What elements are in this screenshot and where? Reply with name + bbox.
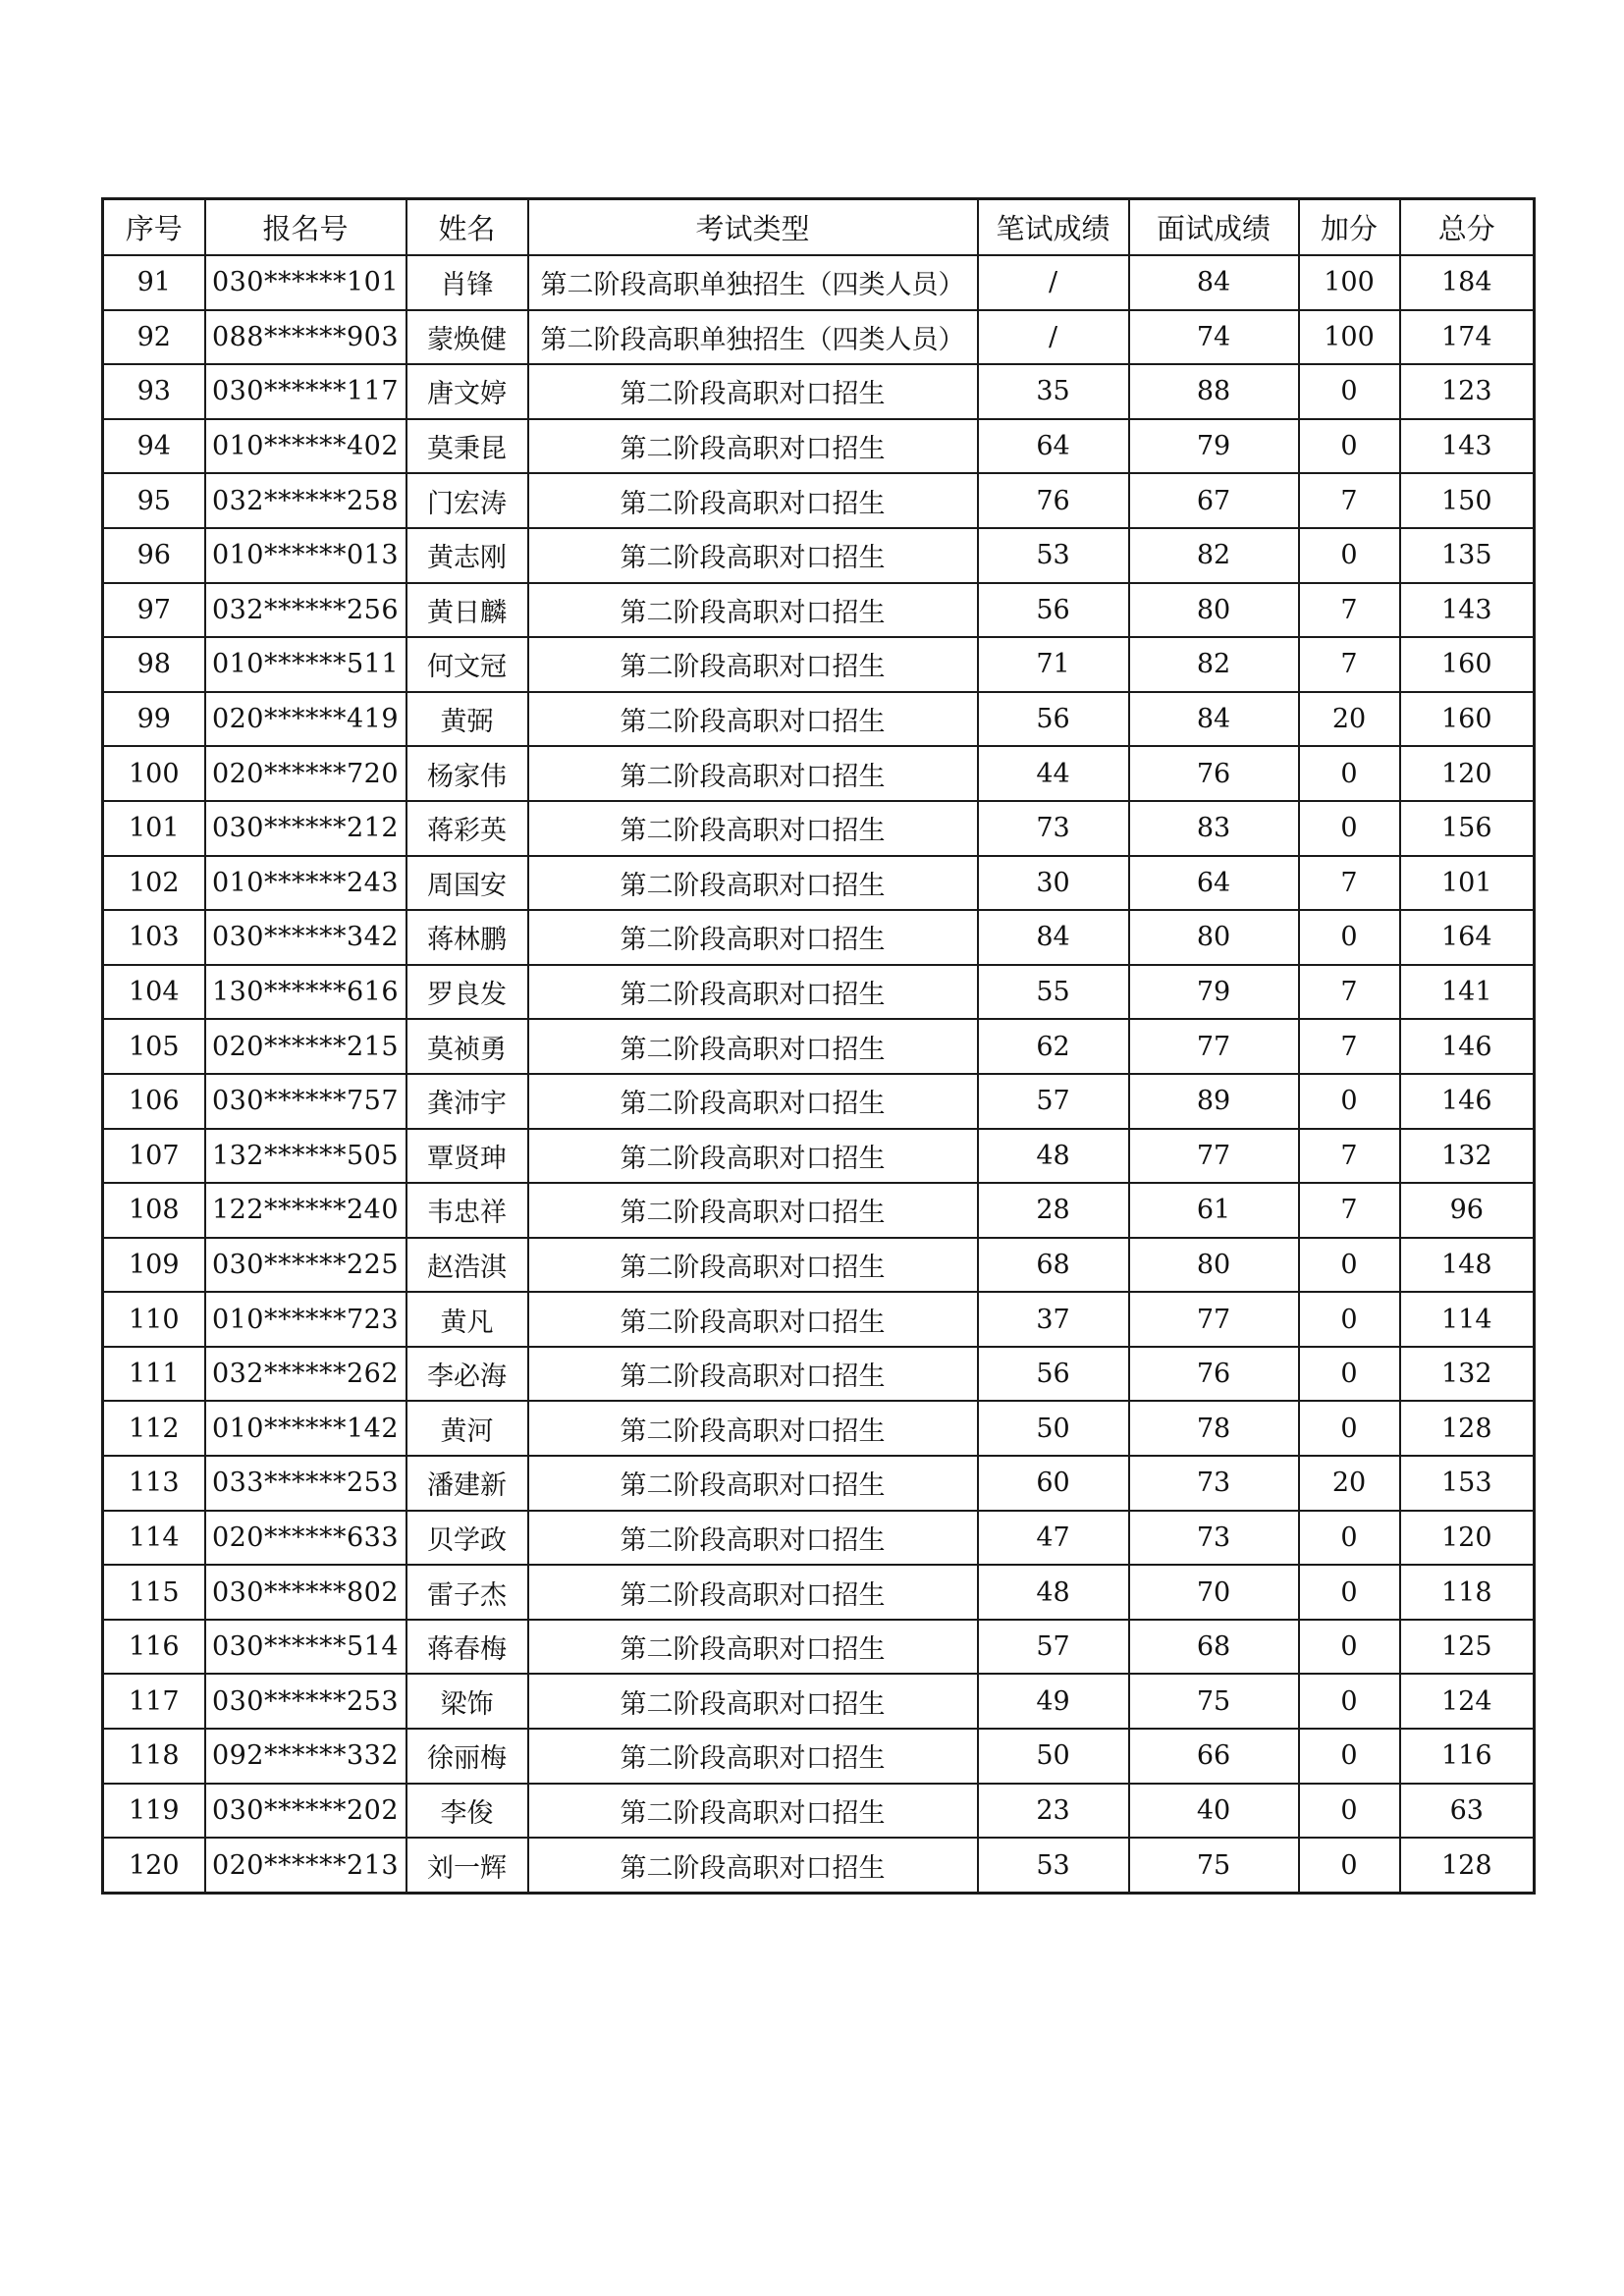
cell-name: 徐丽梅 bbox=[406, 1729, 528, 1784]
cell-bonus-points: 100 bbox=[1299, 255, 1400, 310]
table-row bbox=[103, 364, 1535, 419]
cell-serial-number: 110 bbox=[103, 1292, 205, 1347]
cell-interview-score: 77 bbox=[1129, 1129, 1299, 1184]
cell-exam-type: 第二阶段高职对口招生 bbox=[528, 637, 978, 692]
cell-total-score: 114 bbox=[1400, 1292, 1535, 1347]
cell-exam-type: 第二阶段高职对口招生 bbox=[528, 1565, 978, 1620]
cell-written-score: 57 bbox=[978, 1074, 1129, 1129]
header-total-score: 总分 bbox=[1400, 199, 1535, 256]
cell-total-score: 150 bbox=[1400, 473, 1535, 528]
cell-registration-number: 130******616 bbox=[205, 965, 406, 1020]
cell-exam-type: 第二阶段高职对口招生 bbox=[528, 1347, 978, 1402]
cell-written-score: 68 bbox=[978, 1238, 1129, 1293]
cell-name: 李必海 bbox=[406, 1347, 528, 1402]
cell-total-score: 128 bbox=[1400, 1838, 1535, 1893]
cell-total-score: 120 bbox=[1400, 1511, 1535, 1566]
cell-registration-number: 030******342 bbox=[205, 910, 406, 965]
cell-registration-number: 030******212 bbox=[205, 801, 406, 856]
header-exam-type: 考试类型 bbox=[528, 199, 978, 256]
cell-name: 杨家伟 bbox=[406, 746, 528, 801]
cell-written-score: 23 bbox=[978, 1784, 1129, 1839]
cell-bonus-points: 7 bbox=[1299, 1183, 1400, 1238]
cell-serial-number: 104 bbox=[103, 965, 205, 1020]
cell-total-score: 124 bbox=[1400, 1674, 1535, 1729]
cell-registration-number: 010******723 bbox=[205, 1292, 406, 1347]
cell-exam-type: 第二阶段高职对口招生 bbox=[528, 1784, 978, 1839]
cell-exam-type: 第二阶段高职对口招生 bbox=[528, 583, 978, 638]
cell-exam-type: 第二阶段高职单独招生（四类人员） bbox=[528, 310, 978, 365]
cell-bonus-points: 7 bbox=[1299, 1019, 1400, 1074]
cell-total-score: 123 bbox=[1400, 364, 1535, 419]
cell-exam-type: 第二阶段高职对口招生 bbox=[528, 1674, 978, 1729]
cell-name: 罗良发 bbox=[406, 965, 528, 1020]
table-row bbox=[103, 1620, 1535, 1675]
table-row bbox=[103, 1456, 1535, 1511]
cell-name: 莫祯勇 bbox=[406, 1019, 528, 1074]
cell-exam-type: 第二阶段高职对口招生 bbox=[528, 1401, 978, 1456]
cell-interview-score: 84 bbox=[1129, 692, 1299, 747]
table-row bbox=[103, 473, 1535, 528]
cell-total-score: 153 bbox=[1400, 1456, 1535, 1511]
cell-written-score: 48 bbox=[978, 1565, 1129, 1620]
cell-name: 蒋春梅 bbox=[406, 1620, 528, 1675]
cell-exam-type: 第二阶段高职对口招生 bbox=[528, 692, 978, 747]
cell-name: 黄志刚 bbox=[406, 528, 528, 583]
cell-interview-score: 76 bbox=[1129, 746, 1299, 801]
cell-total-score: 132 bbox=[1400, 1347, 1535, 1402]
cell-interview-score: 61 bbox=[1129, 1183, 1299, 1238]
cell-bonus-points: 7 bbox=[1299, 637, 1400, 692]
cell-interview-score: 66 bbox=[1129, 1729, 1299, 1784]
cell-bonus-points: 0 bbox=[1299, 1565, 1400, 1620]
cell-name: 唐文婷 bbox=[406, 364, 528, 419]
cell-written-score: 56 bbox=[978, 583, 1129, 638]
cell-written-score: 64 bbox=[978, 419, 1129, 474]
cell-registration-number: 030******225 bbox=[205, 1238, 406, 1293]
table-row bbox=[103, 310, 1535, 365]
cell-written-score: 50 bbox=[978, 1729, 1129, 1784]
cell-bonus-points: 0 bbox=[1299, 801, 1400, 856]
cell-written-score: 30 bbox=[978, 856, 1129, 911]
cell-serial-number: 113 bbox=[103, 1456, 205, 1511]
cell-written-score: 35 bbox=[978, 364, 1129, 419]
cell-name: 黄河 bbox=[406, 1401, 528, 1456]
cell-written-score: 49 bbox=[978, 1674, 1129, 1729]
cell-total-score: 118 bbox=[1400, 1565, 1535, 1620]
cell-registration-number: 032******256 bbox=[205, 583, 406, 638]
cell-serial-number: 107 bbox=[103, 1129, 205, 1184]
cell-exam-type: 第二阶段高职对口招生 bbox=[528, 746, 978, 801]
cell-exam-type: 第二阶段高职对口招生 bbox=[528, 1183, 978, 1238]
cell-bonus-points: 0 bbox=[1299, 528, 1400, 583]
cell-interview-score: 84 bbox=[1129, 255, 1299, 310]
cell-registration-number: 020******633 bbox=[205, 1511, 406, 1566]
table-row bbox=[103, 419, 1535, 474]
cell-name: 黄日麟 bbox=[406, 583, 528, 638]
cell-bonus-points: 0 bbox=[1299, 1620, 1400, 1675]
cell-bonus-points: 0 bbox=[1299, 1784, 1400, 1839]
cell-total-score: 184 bbox=[1400, 255, 1535, 310]
cell-name: 周国安 bbox=[406, 856, 528, 911]
cell-registration-number: 030******802 bbox=[205, 1565, 406, 1620]
cell-total-score: 135 bbox=[1400, 528, 1535, 583]
cell-serial-number: 98 bbox=[103, 637, 205, 692]
cell-bonus-points: 0 bbox=[1299, 364, 1400, 419]
cell-serial-number: 120 bbox=[103, 1838, 205, 1893]
cell-bonus-points: 0 bbox=[1299, 1511, 1400, 1566]
cell-name: 雷子杰 bbox=[406, 1565, 528, 1620]
table-body bbox=[103, 255, 1535, 1893]
header-bonus-points: 加分 bbox=[1299, 199, 1400, 256]
header-registration-number: 报名号 bbox=[205, 199, 406, 256]
cell-bonus-points: 20 bbox=[1299, 692, 1400, 747]
cell-total-score: 146 bbox=[1400, 1074, 1535, 1129]
cell-written-score: 50 bbox=[978, 1401, 1129, 1456]
cell-serial-number: 119 bbox=[103, 1784, 205, 1839]
cell-name: 潘建新 bbox=[406, 1456, 528, 1511]
cell-total-score: 146 bbox=[1400, 1019, 1535, 1074]
cell-interview-score: 89 bbox=[1129, 1074, 1299, 1129]
cell-serial-number: 94 bbox=[103, 419, 205, 474]
cell-written-score: 71 bbox=[978, 637, 1129, 692]
cell-interview-score: 88 bbox=[1129, 364, 1299, 419]
cell-bonus-points: 0 bbox=[1299, 1729, 1400, 1784]
cell-name: 蒙焕健 bbox=[406, 310, 528, 365]
cell-total-score: 160 bbox=[1400, 692, 1535, 747]
cell-total-score: 101 bbox=[1400, 856, 1535, 911]
cell-interview-score: 67 bbox=[1129, 473, 1299, 528]
cell-written-score: 60 bbox=[978, 1456, 1129, 1511]
cell-written-score: / bbox=[978, 310, 1129, 365]
cell-written-score: 47 bbox=[978, 1511, 1129, 1566]
cell-exam-type: 第二阶段高职对口招生 bbox=[528, 856, 978, 911]
table-row bbox=[103, 1401, 1535, 1456]
cell-exam-type: 第二阶段高职对口招生 bbox=[528, 1019, 978, 1074]
cell-serial-number: 92 bbox=[103, 310, 205, 365]
cell-bonus-points: 0 bbox=[1299, 1074, 1400, 1129]
cell-registration-number: 010******013 bbox=[205, 528, 406, 583]
cell-name: 韦忠祥 bbox=[406, 1183, 528, 1238]
table-row bbox=[103, 255, 1535, 310]
header-row bbox=[103, 199, 1535, 256]
cell-total-score: 116 bbox=[1400, 1729, 1535, 1784]
cell-written-score: 84 bbox=[978, 910, 1129, 965]
table-row bbox=[103, 1347, 1535, 1402]
header-serial-number: 序号 bbox=[103, 199, 205, 256]
cell-bonus-points: 7 bbox=[1299, 1129, 1400, 1184]
cell-bonus-points: 20 bbox=[1299, 1456, 1400, 1511]
cell-interview-score: 73 bbox=[1129, 1456, 1299, 1511]
cell-total-score: 148 bbox=[1400, 1238, 1535, 1293]
cell-interview-score: 80 bbox=[1129, 1238, 1299, 1293]
cell-interview-score: 77 bbox=[1129, 1019, 1299, 1074]
cell-name: 莫秉昆 bbox=[406, 419, 528, 474]
cell-total-score: 143 bbox=[1400, 419, 1535, 474]
table-row bbox=[103, 1784, 1535, 1839]
cell-written-score: 48 bbox=[978, 1129, 1129, 1184]
cell-total-score: 143 bbox=[1400, 583, 1535, 638]
cell-exam-type: 第二阶段高职对口招生 bbox=[528, 1511, 978, 1566]
cell-interview-score: 82 bbox=[1129, 528, 1299, 583]
cell-serial-number: 91 bbox=[103, 255, 205, 310]
cell-bonus-points: 7 bbox=[1299, 583, 1400, 638]
cell-exam-type: 第二阶段高职对口招生 bbox=[528, 1074, 978, 1129]
cell-serial-number: 109 bbox=[103, 1238, 205, 1293]
cell-serial-number: 111 bbox=[103, 1347, 205, 1402]
cell-registration-number: 020******215 bbox=[205, 1019, 406, 1074]
cell-exam-type: 第二阶段高职对口招生 bbox=[528, 1456, 978, 1511]
table-row bbox=[103, 1238, 1535, 1293]
cell-name: 蒋彩英 bbox=[406, 801, 528, 856]
table-row bbox=[103, 1674, 1535, 1729]
cell-name: 贝学政 bbox=[406, 1511, 528, 1566]
cell-name: 覃贤珅 bbox=[406, 1129, 528, 1184]
cell-bonus-points: 0 bbox=[1299, 1838, 1400, 1893]
cell-interview-score: 80 bbox=[1129, 583, 1299, 638]
cell-registration-number: 010******243 bbox=[205, 856, 406, 911]
cell-registration-number: 020******720 bbox=[205, 746, 406, 801]
cell-interview-score: 79 bbox=[1129, 965, 1299, 1020]
cell-registration-number: 030******117 bbox=[205, 364, 406, 419]
cell-exam-type: 第二阶段高职对口招生 bbox=[528, 1238, 978, 1293]
cell-exam-type: 第二阶段高职对口招生 bbox=[528, 419, 978, 474]
table-row bbox=[103, 1565, 1535, 1620]
cell-written-score: 53 bbox=[978, 528, 1129, 583]
cell-serial-number: 115 bbox=[103, 1565, 205, 1620]
cell-serial-number: 103 bbox=[103, 910, 205, 965]
cell-interview-score: 83 bbox=[1129, 801, 1299, 856]
cell-serial-number: 105 bbox=[103, 1019, 205, 1074]
table-row bbox=[103, 528, 1535, 583]
cell-exam-type: 第二阶段高职对口招生 bbox=[528, 801, 978, 856]
cell-total-score: 128 bbox=[1400, 1401, 1535, 1456]
table-row bbox=[103, 1074, 1535, 1129]
cell-registration-number: 010******142 bbox=[205, 1401, 406, 1456]
cell-registration-number: 122******240 bbox=[205, 1183, 406, 1238]
cell-interview-score: 74 bbox=[1129, 310, 1299, 365]
cell-interview-score: 76 bbox=[1129, 1347, 1299, 1402]
table-row bbox=[103, 965, 1535, 1020]
header-written-score: 笔试成绩 bbox=[978, 199, 1129, 256]
cell-registration-number: 030******202 bbox=[205, 1784, 406, 1839]
cell-interview-score: 79 bbox=[1129, 419, 1299, 474]
cell-name: 门宏涛 bbox=[406, 473, 528, 528]
cell-bonus-points: 0 bbox=[1299, 1401, 1400, 1456]
table-row bbox=[103, 1729, 1535, 1784]
cell-registration-number: 030******253 bbox=[205, 1674, 406, 1729]
cell-written-score: 57 bbox=[978, 1620, 1129, 1675]
cell-registration-number: 132******505 bbox=[205, 1129, 406, 1184]
cell-serial-number: 114 bbox=[103, 1511, 205, 1566]
cell-serial-number: 101 bbox=[103, 801, 205, 856]
cell-registration-number: 010******402 bbox=[205, 419, 406, 474]
cell-serial-number: 112 bbox=[103, 1401, 205, 1456]
cell-serial-number: 97 bbox=[103, 583, 205, 638]
cell-exam-type: 第二阶段高职对口招生 bbox=[528, 965, 978, 1020]
cell-total-score: 160 bbox=[1400, 637, 1535, 692]
table-row bbox=[103, 746, 1535, 801]
cell-total-score: 164 bbox=[1400, 910, 1535, 965]
cell-registration-number: 032******262 bbox=[205, 1347, 406, 1402]
cell-exam-type: 第二阶段高职对口招生 bbox=[528, 473, 978, 528]
cell-serial-number: 117 bbox=[103, 1674, 205, 1729]
cell-total-score: 174 bbox=[1400, 310, 1535, 365]
cell-bonus-points: 0 bbox=[1299, 1292, 1400, 1347]
cell-name: 梁饰 bbox=[406, 1674, 528, 1729]
cell-interview-score: 75 bbox=[1129, 1838, 1299, 1893]
table-row bbox=[103, 583, 1535, 638]
cell-interview-score: 64 bbox=[1129, 856, 1299, 911]
cell-interview-score: 68 bbox=[1129, 1620, 1299, 1675]
cell-serial-number: 100 bbox=[103, 746, 205, 801]
cell-interview-score: 82 bbox=[1129, 637, 1299, 692]
cell-written-score: 44 bbox=[978, 746, 1129, 801]
cell-bonus-points: 0 bbox=[1299, 419, 1400, 474]
cell-exam-type: 第二阶段高职对口招生 bbox=[528, 910, 978, 965]
cell-written-score: 73 bbox=[978, 801, 1129, 856]
cell-serial-number: 116 bbox=[103, 1620, 205, 1675]
cell-name: 刘一辉 bbox=[406, 1838, 528, 1893]
cell-registration-number: 030******514 bbox=[205, 1620, 406, 1675]
cell-serial-number: 96 bbox=[103, 528, 205, 583]
cell-written-score: 37 bbox=[978, 1292, 1129, 1347]
cell-written-score: 56 bbox=[978, 692, 1129, 747]
cell-serial-number: 108 bbox=[103, 1183, 205, 1238]
cell-serial-number: 102 bbox=[103, 856, 205, 911]
cell-exam-type: 第二阶段高职对口招生 bbox=[528, 1729, 978, 1784]
table-row bbox=[103, 1183, 1535, 1238]
cell-bonus-points: 7 bbox=[1299, 473, 1400, 528]
cell-written-score: 55 bbox=[978, 965, 1129, 1020]
cell-written-score: 76 bbox=[978, 473, 1129, 528]
table-row bbox=[103, 692, 1535, 747]
cell-exam-type: 第二阶段高职对口招生 bbox=[528, 364, 978, 419]
cell-registration-number: 030******101 bbox=[205, 255, 406, 310]
cell-total-score: 141 bbox=[1400, 965, 1535, 1020]
cell-bonus-points: 0 bbox=[1299, 1238, 1400, 1293]
cell-name: 肖锋 bbox=[406, 255, 528, 310]
table-row bbox=[103, 1129, 1535, 1184]
cell-registration-number: 020******419 bbox=[205, 692, 406, 747]
cell-serial-number: 93 bbox=[103, 364, 205, 419]
cell-exam-type: 第二阶段高职对口招生 bbox=[528, 1292, 978, 1347]
cell-written-score: 53 bbox=[978, 1838, 1129, 1893]
cell-name: 何文冠 bbox=[406, 637, 528, 692]
cell-interview-score: 75 bbox=[1129, 1674, 1299, 1729]
cell-written-score: / bbox=[978, 255, 1129, 310]
table-row bbox=[103, 1511, 1535, 1566]
cell-registration-number: 030******757 bbox=[205, 1074, 406, 1129]
cell-registration-number: 032******258 bbox=[205, 473, 406, 528]
cell-total-score: 96 bbox=[1400, 1183, 1535, 1238]
cell-interview-score: 78 bbox=[1129, 1401, 1299, 1456]
cell-total-score: 156 bbox=[1400, 801, 1535, 856]
cell-total-score: 125 bbox=[1400, 1620, 1535, 1675]
cell-name: 黄弼 bbox=[406, 692, 528, 747]
cell-serial-number: 99 bbox=[103, 692, 205, 747]
cell-registration-number: 088******903 bbox=[205, 310, 406, 365]
cell-bonus-points: 0 bbox=[1299, 1347, 1400, 1402]
cell-registration-number: 033******253 bbox=[205, 1456, 406, 1511]
score-table bbox=[101, 197, 1536, 1895]
cell-interview-score: 40 bbox=[1129, 1784, 1299, 1839]
table-row bbox=[103, 910, 1535, 965]
cell-total-score: 120 bbox=[1400, 746, 1535, 801]
cell-name: 李俊 bbox=[406, 1784, 528, 1839]
table-row bbox=[103, 637, 1535, 692]
cell-written-score: 28 bbox=[978, 1183, 1129, 1238]
table-row bbox=[103, 1838, 1535, 1893]
cell-bonus-points: 0 bbox=[1299, 1674, 1400, 1729]
cell-interview-score: 73 bbox=[1129, 1511, 1299, 1566]
cell-bonus-points: 0 bbox=[1299, 746, 1400, 801]
cell-bonus-points: 7 bbox=[1299, 856, 1400, 911]
cell-exam-type: 第二阶段高职对口招生 bbox=[528, 1129, 978, 1184]
cell-exam-type: 第二阶段高职对口招生 bbox=[528, 528, 978, 583]
cell-name: 赵浩淇 bbox=[406, 1238, 528, 1293]
cell-interview-score: 70 bbox=[1129, 1565, 1299, 1620]
cell-name: 蒋林鹏 bbox=[406, 910, 528, 965]
cell-written-score: 62 bbox=[978, 1019, 1129, 1074]
cell-interview-score: 77 bbox=[1129, 1292, 1299, 1347]
cell-bonus-points: 7 bbox=[1299, 965, 1400, 1020]
cell-bonus-points: 0 bbox=[1299, 910, 1400, 965]
cell-serial-number: 118 bbox=[103, 1729, 205, 1784]
header-interview-score: 面试成绩 bbox=[1129, 199, 1299, 256]
cell-registration-number: 092******332 bbox=[205, 1729, 406, 1784]
table-header bbox=[103, 199, 1535, 256]
header-name: 姓名 bbox=[406, 199, 528, 256]
cell-interview-score: 80 bbox=[1129, 910, 1299, 965]
table-row bbox=[103, 1292, 1535, 1347]
cell-registration-number: 020******213 bbox=[205, 1838, 406, 1893]
cell-serial-number: 106 bbox=[103, 1074, 205, 1129]
cell-name: 黄凡 bbox=[406, 1292, 528, 1347]
cell-exam-type: 第二阶段高职单独招生（四类人员） bbox=[528, 255, 978, 310]
table-row bbox=[103, 856, 1535, 911]
cell-registration-number: 010******511 bbox=[205, 637, 406, 692]
cell-exam-type: 第二阶段高职对口招生 bbox=[528, 1838, 978, 1893]
table-row bbox=[103, 1019, 1535, 1074]
cell-total-score: 132 bbox=[1400, 1129, 1535, 1184]
cell-bonus-points: 100 bbox=[1299, 310, 1400, 365]
cell-written-score: 56 bbox=[978, 1347, 1129, 1402]
table-row bbox=[103, 801, 1535, 856]
cell-total-score: 63 bbox=[1400, 1784, 1535, 1839]
cell-serial-number: 95 bbox=[103, 473, 205, 528]
cell-exam-type: 第二阶段高职对口招生 bbox=[528, 1620, 978, 1675]
cell-name: 龚沛宇 bbox=[406, 1074, 528, 1129]
